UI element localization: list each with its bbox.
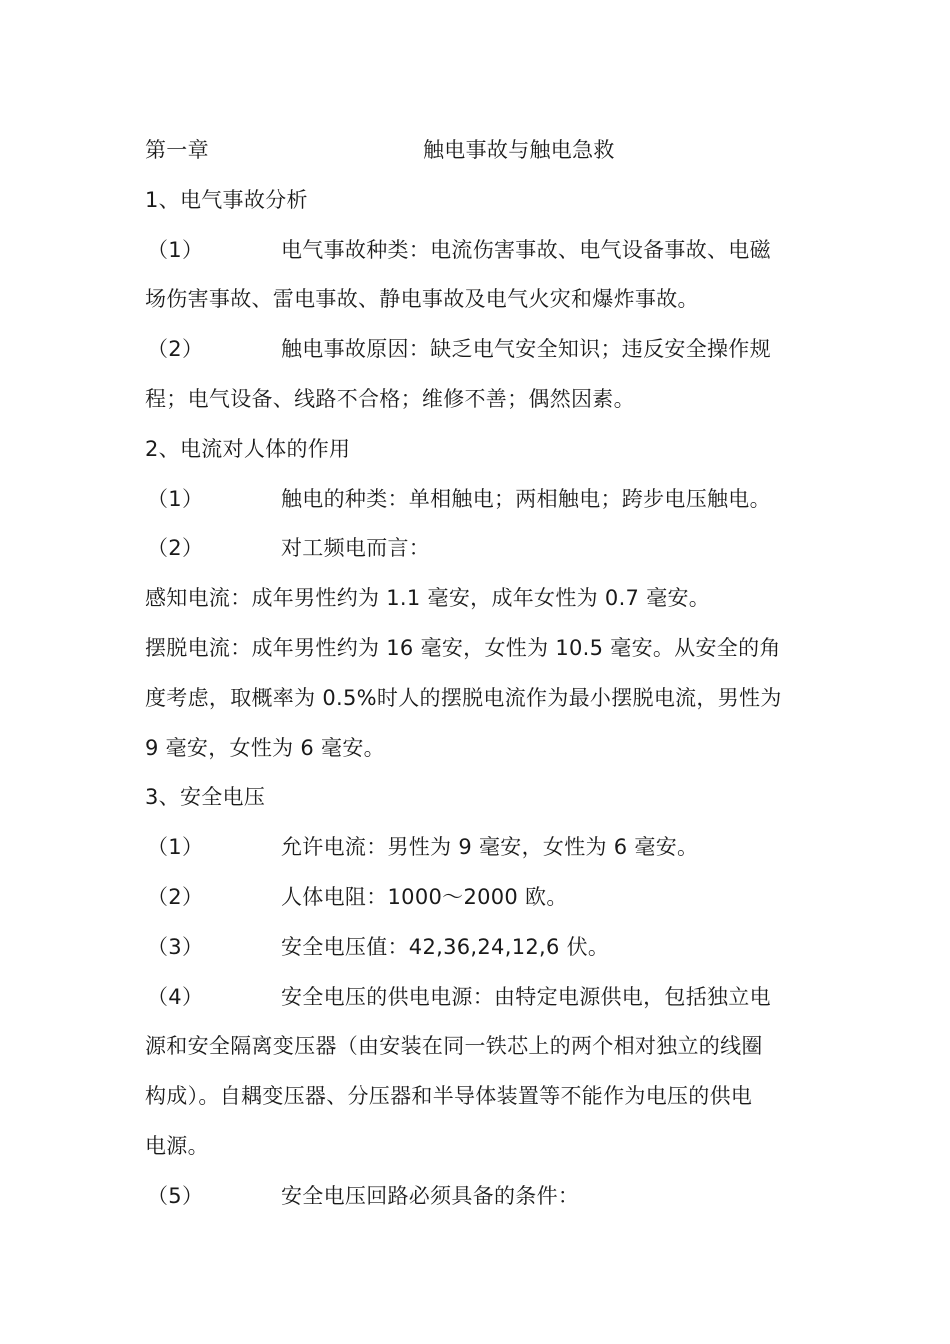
- document-page: [145, 126, 810, 1222]
- list-item: [145, 475, 810, 525]
- item-number: （1）: [147, 237, 204, 262]
- item-text: 电气事故种类：电流伤害事故、电气设备事故、电磁: [281, 237, 771, 262]
- paragraph-line: 源和安全隔离变压器（由安装在同一铁芯上的两个相对独立的线圈: [145, 1034, 763, 1059]
- section-heading: 1、电气事故分析: [145, 187, 308, 212]
- chapter-label: 第一章: [145, 138, 209, 162]
- list-item: [145, 325, 810, 375]
- item-text: 允许电流：男性为 9 毫安，女性为 6 毫安。: [281, 835, 699, 860]
- paragraph-line: 9 毫安，女性为 6 毫安。: [145, 735, 385, 760]
- paragraph-line: 感知电流：成年男性约为 1.1 毫安，成年女性为 0.7 毫安。: [145, 586, 711, 611]
- item-text: 触电事故原因：缺乏电气安全知识；违反安全操作规: [281, 337, 771, 362]
- item-number: （5）: [147, 1183, 204, 1208]
- section-heading: 2、电流对人体的作用: [145, 436, 351, 461]
- paragraph-line: 场伤害事故、雷电事故、静电事故及电气火灾和爆炸事故。: [145, 287, 699, 312]
- section-heading: 3、安全电压: [145, 785, 266, 810]
- item-number: （1）: [147, 835, 204, 860]
- list-item: [145, 873, 810, 923]
- paragraph-line: 构成）。自耦变压器、分压器和半导体装置等不能作为电压的供电: [145, 1084, 753, 1109]
- item-text: 触电的种类：单相触电；两相触电；跨步电压触电。: [281, 486, 771, 511]
- paragraph-line: 度考虑，取概率为 0.5%时人的摆脱电流作为最小摆脱电流，男性为: [145, 685, 782, 710]
- chapter-title: 触电事故与触电急救: [423, 138, 615, 162]
- list-item: [145, 923, 810, 973]
- item-number: （1）: [147, 486, 204, 511]
- item-text: 安全电压的供电电源：由特定电源供电，包括独立电: [281, 984, 771, 1009]
- item-number: （4）: [147, 984, 204, 1009]
- list-item: [145, 524, 810, 574]
- list-item: [145, 226, 810, 276]
- item-text: 安全电压回路必须具备的条件：: [281, 1183, 580, 1208]
- item-number: （3）: [147, 934, 204, 959]
- item-text: 对工频电而言：: [281, 536, 431, 561]
- item-number: （2）: [147, 536, 204, 561]
- chapter-header: [145, 126, 810, 176]
- item-text: 安全电压值：42,36,24,12,6 伏。: [281, 934, 610, 959]
- list-item: [145, 973, 810, 1023]
- list-item: [145, 1172, 810, 1222]
- item-number: （2）: [147, 337, 204, 362]
- paragraph-line: 程；电气设备、线路不合格；维修不善；偶然因素。: [145, 386, 635, 411]
- item-number: （2）: [147, 884, 204, 909]
- item-text: 人体电阻：1000～2000 欧。: [281, 884, 568, 909]
- paragraph-line: 电源。: [145, 1133, 209, 1158]
- paragraph-line: 摆脱电流：成年男性约为 16 毫安，女性为 10.5 毫安。从安全的角: [145, 635, 781, 660]
- list-item: [145, 823, 810, 873]
